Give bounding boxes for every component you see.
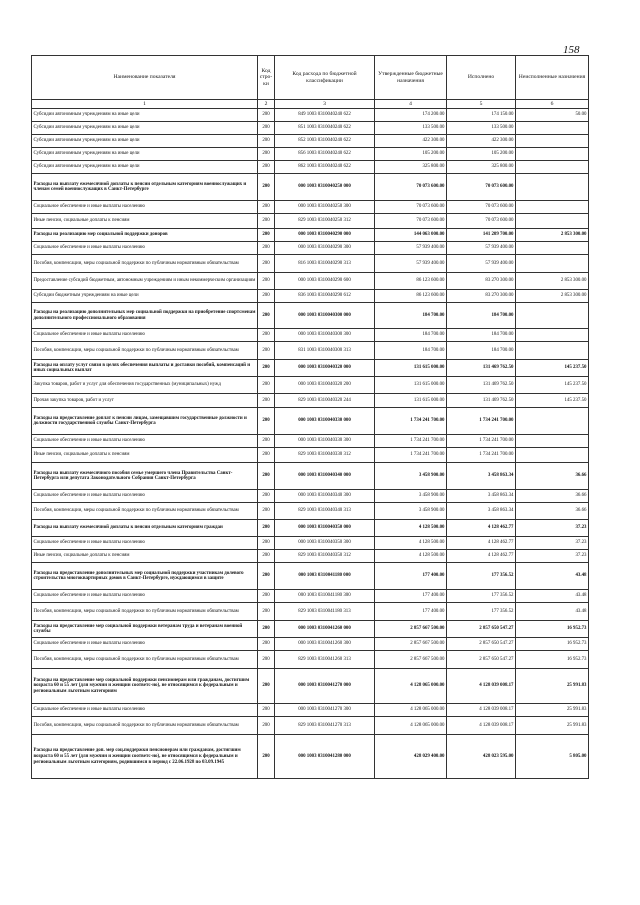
row-executed: 105 200.00 xyxy=(447,148,516,161)
row-name: Пособия, компенсации, меры социальной поддержки по публичным нормативным обязательствам xyxy=(32,717,258,735)
row-expense-code: 000 1003 0310040290 300 xyxy=(275,242,375,255)
row-name: Расходы на реализацию дополнительных мер социальной поддержки на приобретение спортсменам дополнительного профессионального образования xyxy=(32,303,258,329)
row-name: Субсидии автономным учреждениям на иные цели xyxy=(32,161,258,174)
row-name: Расходы на предоставление доплат к пенсии лицам, замещавшим государственные должности и должности государственной службы Санкт-Петербурга xyxy=(32,408,258,435)
row-line-code: 200 xyxy=(258,408,275,435)
row-executed: 325 800.00 xyxy=(447,161,516,174)
row-line-code: 200 xyxy=(258,377,275,394)
row-expense-code: 829 1003 0310040350 312 xyxy=(275,550,375,563)
table-row xyxy=(32,590,589,603)
row-remaining: 37.23 xyxy=(516,550,589,563)
row-name: Прочая закупка товаров, работ и услуг xyxy=(32,394,258,408)
row-remaining xyxy=(516,214,589,229)
column-number-row xyxy=(32,100,589,109)
row-expense-code: 856 1003 0310040240 622 xyxy=(275,148,375,161)
row-line-code: 200 xyxy=(258,255,275,273)
row-executed: 428 023 595.00 xyxy=(447,735,516,779)
table-row xyxy=(32,448,589,463)
row-executed: 184 700.00 xyxy=(447,329,516,342)
row-expense-code: 829 1003 0310040250 312 xyxy=(275,214,375,229)
row-approved: 144 063 000.00 xyxy=(375,229,447,242)
row-name: Пособия, компенсации, меры социальной поддержки по публичным нормативным обязательствам xyxy=(32,503,258,520)
row-line-code: 200 xyxy=(258,329,275,342)
row-name: Субсидии автономным учреждениям на иные цели xyxy=(32,148,258,161)
row-name: Расходы на предоставление мер социальной поддержки пенсионерам или гражданам, достигшим возраста 60 и 55 лет (для мужчин и женщин соответс-но), не относящимся к федеральным и региональным льготным категориям xyxy=(32,669,258,704)
row-approved: 4 128 065 000.00 xyxy=(375,717,447,735)
row-approved: 184 700.00 xyxy=(375,303,447,329)
row-approved: 57 939 400.00 xyxy=(375,242,447,255)
row-executed: 57 939 400.00 xyxy=(447,255,516,273)
row-remaining xyxy=(516,342,589,360)
row-approved: 1 734 241 700.00 xyxy=(375,435,447,448)
row-approved: 131 615 000.00 xyxy=(375,377,447,394)
row-expense-code: 829 1003 0310041270 313 xyxy=(275,717,375,735)
row-line-code: 200 xyxy=(258,503,275,520)
row-executed: 3 458 863.34 xyxy=(447,503,516,520)
row-name: Социальное обеспечение и иные выплаты населению xyxy=(32,242,258,255)
table-row xyxy=(32,394,589,408)
row-approved: 174 200.00 xyxy=(375,109,447,122)
row-expense-code: 000 1003 0310040330 000 xyxy=(275,408,375,435)
table-row xyxy=(32,563,589,590)
row-remaining xyxy=(516,255,589,273)
row-expense-code: 000 1003 0310040290 600 xyxy=(275,273,375,290)
row-line-code: 200 xyxy=(258,621,275,638)
table-row xyxy=(32,603,589,621)
row-remaining: 145 237.50 xyxy=(516,377,589,394)
row-remaining: 16 952.73 xyxy=(516,638,589,651)
row-approved: 70 073 600.00 xyxy=(375,174,447,201)
header-approved: Утвержденные бюджетные назначения xyxy=(375,56,447,100)
row-expense-code: 851 1003 0310040240 622 xyxy=(275,122,375,135)
row-expense-code: 000 1003 0310040350 300 xyxy=(275,537,375,550)
row-line-code: 200 xyxy=(258,704,275,717)
table-row xyxy=(32,109,589,122)
row-executed: 1 734 241 700.00 xyxy=(447,448,516,463)
row-executed: 177 356.52 xyxy=(447,603,516,621)
row-expense-code: 000 1003 0310040340 300 xyxy=(275,490,375,503)
row-remaining: 5 805.00 xyxy=(516,735,589,779)
row-executed: 184 700.00 xyxy=(447,342,516,360)
table-row xyxy=(32,229,589,242)
row-remaining: 50.00 xyxy=(516,109,589,122)
row-executed: 4 128 462.77 xyxy=(447,537,516,550)
row-name: Расходы на предоставление мер социальной поддержки ветеранам труда и ветеранам военной службы xyxy=(32,621,258,638)
row-name: Социальное обеспечение и иные выплаты населению xyxy=(32,638,258,651)
row-remaining xyxy=(516,135,589,148)
row-expense-code: 000 1003 0310040250 300 xyxy=(275,201,375,214)
row-approved: 86 123 600.00 xyxy=(375,273,447,290)
row-remaining: 37.23 xyxy=(516,537,589,550)
row-remaining: 25 991.83 xyxy=(516,717,589,735)
row-executed: 83 270 300.00 xyxy=(447,290,516,303)
row-line-code: 200 xyxy=(258,651,275,669)
row-approved: 3 458 900.00 xyxy=(375,463,447,490)
row-line-code: 200 xyxy=(258,201,275,214)
row-expense-code: 829 1003 0310040320 244 xyxy=(275,394,375,408)
row-executed: 184 700.00 xyxy=(447,303,516,329)
row-expense-code: 000 1003 0310040300 300 xyxy=(275,329,375,342)
row-approved: 4 128 065 000.00 xyxy=(375,669,447,704)
row-line-code: 200 xyxy=(258,448,275,463)
row-executed: 2 857 650 547.27 xyxy=(447,621,516,638)
row-name: Социальное обеспечение и иные выплаты населению xyxy=(32,590,258,603)
row-line-code: 200 xyxy=(258,638,275,651)
row-executed: 4 128 039 008.17 xyxy=(447,717,516,735)
row-executed: 3 458 863.34 xyxy=(447,490,516,503)
table-row xyxy=(32,161,589,174)
table-row xyxy=(32,255,589,273)
row-remaining: 36.66 xyxy=(516,503,589,520)
table-row xyxy=(32,342,589,360)
row-line-code: 200 xyxy=(258,122,275,135)
table-row xyxy=(32,621,589,638)
row-executed: 177 356.52 xyxy=(447,563,516,590)
row-line-code: 200 xyxy=(258,394,275,408)
header-row xyxy=(32,56,589,100)
row-expense-code: 000 1003 0310040300 000 xyxy=(275,303,375,329)
table-row xyxy=(32,717,589,735)
row-remaining xyxy=(516,303,589,329)
row-expense-code: 000 1003 0310041260 000 xyxy=(275,621,375,638)
row-approved: 4 128 500.00 xyxy=(375,537,447,550)
row-executed: 70 073 600.00 xyxy=(447,201,516,214)
row-remaining xyxy=(516,148,589,161)
row-line-code: 200 xyxy=(258,490,275,503)
table-row xyxy=(32,360,589,377)
row-executed: 83 270 300.00 xyxy=(447,273,516,290)
row-name: Закупка товаров, работ и услуг для обеспечения государственных (муниципальных) нужд xyxy=(32,377,258,394)
row-name: Расходы на выплату ежемесячной доплаты к пенсии отдельным категориям военнослужащих и членам семей военнослужащих в Санкт-Петербурге xyxy=(32,174,258,201)
row-line-code: 200 xyxy=(258,214,275,229)
row-executed: 4 128 039 008.17 xyxy=(447,704,516,717)
row-executed: 2 857 650 547.27 xyxy=(447,651,516,669)
row-executed: 4 128 039 008.17 xyxy=(447,669,516,704)
row-executed: 1 734 241 700.00 xyxy=(447,435,516,448)
row-line-code: 200 xyxy=(258,290,275,303)
row-approved: 2 857 667 500.00 xyxy=(375,621,447,638)
row-line-code: 200 xyxy=(258,669,275,704)
row-remaining: 36.66 xyxy=(516,463,589,490)
row-expense-code: 829 1003 0310040340 313 xyxy=(275,503,375,520)
row-executed: 70 073 600.00 xyxy=(447,174,516,201)
row-expense-code: 862 1003 0310040240 622 xyxy=(275,161,375,174)
row-line-code: 200 xyxy=(258,174,275,201)
column-number: 4 xyxy=(375,100,447,109)
row-remaining xyxy=(516,122,589,135)
row-approved: 184 700.00 xyxy=(375,342,447,360)
row-name: Расходы на выплату ежемесячного пособия семье умершего члена Правительства Санкт-Петербурга или депутата Законодательного Собрания Санкт-Петербурга xyxy=(32,463,258,490)
row-expense-code: 000 1003 0310041280 000 xyxy=(275,735,375,779)
row-expense-code: 831 1003 0310040300 313 xyxy=(275,342,375,360)
row-line-code: 200 xyxy=(258,550,275,563)
row-approved: 1 734 241 700.00 xyxy=(375,448,447,463)
row-remaining xyxy=(516,161,589,174)
header-name: Наименование показателя xyxy=(32,56,258,100)
row-remaining: 2 853 300.00 xyxy=(516,229,589,242)
row-remaining xyxy=(516,201,589,214)
row-executed: 177 356.52 xyxy=(447,590,516,603)
row-executed: 131 469 762.50 xyxy=(447,360,516,377)
row-remaining xyxy=(516,329,589,342)
row-name: Субсидии автономным учреждениям на иные цели xyxy=(32,109,258,122)
row-remaining: 145 237.50 xyxy=(516,394,589,408)
row-executed: 141 209 700.00 xyxy=(447,229,516,242)
column-number: 1 xyxy=(32,100,258,109)
row-approved: 86 123 600.00 xyxy=(375,290,447,303)
row-remaining: 16 952.73 xyxy=(516,621,589,638)
row-executed: 131 469 762.50 xyxy=(447,394,516,408)
row-name: Социальное обеспечение и иные выплаты населению xyxy=(32,329,258,342)
row-name: Пособия, компенсации, меры социальной поддержки по публичным нормативным обязательствам xyxy=(32,342,258,360)
row-name: Расходы на предоставление дополнительных мер социальной поддержки участникам долевого строительства многоквартирных домов в Санкт-Петербурге, нуждающимся в защите xyxy=(32,563,258,590)
table-row xyxy=(32,174,589,201)
table-row xyxy=(32,377,589,394)
row-name: Социальное обеспечение и иные выплаты населению xyxy=(32,201,258,214)
row-name: Социальное обеспечение и иные выплаты населению xyxy=(32,537,258,550)
row-expense-code: 000 1003 0310041270 000 xyxy=(275,669,375,704)
table-row xyxy=(32,148,589,161)
column-number: 3 xyxy=(275,100,375,109)
row-line-code: 200 xyxy=(258,342,275,360)
row-expense-code: 000 1003 0310040250 000 xyxy=(275,174,375,201)
row-approved: 177 400.00 xyxy=(375,603,447,621)
row-line-code: 200 xyxy=(258,242,275,255)
row-approved: 133 500.00 xyxy=(375,122,447,135)
row-line-code: 200 xyxy=(258,303,275,329)
row-approved: 2 857 667 500.00 xyxy=(375,651,447,669)
row-expense-code: 000 1003 0310041180 000 xyxy=(275,563,375,590)
row-name: Субсидии автономным учреждениям на иные цели xyxy=(32,122,258,135)
row-expense-code: 000 1003 0310041180 300 xyxy=(275,590,375,603)
table-row xyxy=(32,290,589,303)
row-expense-code: 000 1003 0310041260 300 xyxy=(275,638,375,651)
row-approved: 1 734 241 700.00 xyxy=(375,408,447,435)
row-name: Социальное обеспечение и иные выплаты населению xyxy=(32,490,258,503)
row-name: Расходы на выплату ежемесячной доплаты к пенсии отдельным категориям граждан xyxy=(32,520,258,537)
row-line-code: 200 xyxy=(258,229,275,242)
row-approved: 3 458 900.00 xyxy=(375,503,447,520)
row-approved: 4 128 500.00 xyxy=(375,550,447,563)
row-line-code: 200 xyxy=(258,435,275,448)
row-remaining: 43.48 xyxy=(516,603,589,621)
row-approved: 177 400.00 xyxy=(375,590,447,603)
table-row xyxy=(32,273,589,290)
table-row xyxy=(32,463,589,490)
row-executed: 422 300.00 xyxy=(447,135,516,148)
row-approved: 2 857 667 500.00 xyxy=(375,638,447,651)
row-executed: 3 458 863.34 xyxy=(447,463,516,490)
row-approved: 184 700.00 xyxy=(375,329,447,342)
row-line-code: 200 xyxy=(258,135,275,148)
row-name: Пособия, компенсации, меры социальной поддержки по публичным нормативным обязательствам xyxy=(32,255,258,273)
row-expense-code: 000 1003 0310040340 000 xyxy=(275,463,375,490)
row-remaining xyxy=(516,408,589,435)
row-executed: 131 469 762.50 xyxy=(447,377,516,394)
column-number: 5 xyxy=(447,100,516,109)
row-remaining xyxy=(516,242,589,255)
row-approved: 422 300.00 xyxy=(375,135,447,148)
row-approved: 4 128 065 000.00 xyxy=(375,704,447,717)
row-expense-code: 000 1003 0310040320 200 xyxy=(275,377,375,394)
row-remaining: 16 952.73 xyxy=(516,651,589,669)
row-expense-code: 829 1003 0310041260 313 xyxy=(275,651,375,669)
table-row xyxy=(32,651,589,669)
table-row xyxy=(32,490,589,503)
row-line-code: 200 xyxy=(258,563,275,590)
row-name: Расходы на реализацию мер социальной поддержки доноров xyxy=(32,229,258,242)
table-row xyxy=(32,537,589,550)
row-line-code: 200 xyxy=(258,109,275,122)
column-number: 2 xyxy=(258,100,275,109)
row-line-code: 200 xyxy=(258,590,275,603)
row-expense-code: 829 1003 0310040330 312 xyxy=(275,448,375,463)
header-code: Код стро-ки xyxy=(258,56,275,100)
column-number: 6 xyxy=(516,100,589,109)
table-row xyxy=(32,435,589,448)
row-expense-code: 836 1003 0310040290 612 xyxy=(275,290,375,303)
row-line-code: 200 xyxy=(258,360,275,377)
row-remaining: 25 991.83 xyxy=(516,704,589,717)
row-line-code: 200 xyxy=(258,537,275,550)
table-row xyxy=(32,704,589,717)
row-remaining xyxy=(516,448,589,463)
table-row xyxy=(32,638,589,651)
row-name: Расходы на предоставление доп. мер соц.поддержки пенсионерам или гражданам, достигшим возраста 60 и 55 лет (для мужчин и женщин соответс-но), не относящимся к федеральным и региональным льготным категориям, родившимся в период с 22.06.1928 по 03.09.1945 xyxy=(32,735,258,779)
row-executed: 4 128 462.77 xyxy=(447,520,516,537)
row-approved: 3 458 900.00 xyxy=(375,490,447,503)
row-name: Социальное обеспечение и иные выплаты населению xyxy=(32,704,258,717)
row-expense-code: 849 1003 0310040240 622 xyxy=(275,109,375,122)
row-line-code: 200 xyxy=(258,717,275,735)
table-row xyxy=(32,201,589,214)
table-row xyxy=(32,669,589,704)
row-name: Расходы на оплату услуг связи в целях обеспечения выплаты и доставки пособий, компенсаций и иных социальных выплат xyxy=(32,360,258,377)
row-remaining: 36.66 xyxy=(516,490,589,503)
row-line-code: 200 xyxy=(258,148,275,161)
row-remaining: 37.23 xyxy=(516,520,589,537)
row-expense-code: 000 1003 0310040330 300 xyxy=(275,435,375,448)
row-name: Субсидии автономным учреждениям на иные цели xyxy=(32,135,258,148)
table-row xyxy=(32,214,589,229)
row-name: Пособия, компенсации, меры социальной поддержки по публичным нормативным обязательствам xyxy=(32,651,258,669)
row-line-code: 200 xyxy=(258,161,275,174)
row-line-code: 200 xyxy=(258,273,275,290)
row-name: Субсидии бюджетным учреждениям на иные цели xyxy=(32,290,258,303)
row-expense-code: 000 1003 0310040320 000 xyxy=(275,360,375,377)
row-approved: 70 073 600.00 xyxy=(375,201,447,214)
row-executed: 57 939 400.00 xyxy=(447,242,516,255)
header-executed: Исполнено xyxy=(447,56,516,100)
row-executed: 2 857 650 547.27 xyxy=(447,638,516,651)
row-approved: 131 615 000.00 xyxy=(375,394,447,408)
row-remaining: 43.48 xyxy=(516,590,589,603)
row-executed: 133 500.00 xyxy=(447,122,516,135)
table-row xyxy=(32,329,589,342)
row-expense-code: 852 1003 0310040240 622 xyxy=(275,135,375,148)
budget-execution-table xyxy=(31,55,589,779)
row-name: Иные пенсии, социальные доплаты к пенсиям xyxy=(32,214,258,229)
row-line-code: 200 xyxy=(258,463,275,490)
row-line-code: 200 xyxy=(258,735,275,779)
row-line-code: 200 xyxy=(258,603,275,621)
row-expense-code: 829 1003 0310041180 313 xyxy=(275,603,375,621)
row-executed: 1 734 241 700.00 xyxy=(447,408,516,435)
row-expense-code: 816 1003 0310040290 313 xyxy=(275,255,375,273)
table-row xyxy=(32,408,589,435)
table-row xyxy=(32,122,589,135)
row-name: Иные пенсии, социальные доплаты к пенсиям xyxy=(32,550,258,563)
row-approved: 131 615 000.00 xyxy=(375,360,447,377)
table-row xyxy=(32,303,589,329)
row-name: Иные пенсии, социальные доплаты к пенсиям xyxy=(32,448,258,463)
row-approved: 4 128 500.00 xyxy=(375,520,447,537)
row-remaining xyxy=(516,174,589,201)
row-approved: 177 400.00 xyxy=(375,563,447,590)
row-remaining: 43.48 xyxy=(516,563,589,590)
row-expense-code: 000 1003 0310040290 000 xyxy=(275,229,375,242)
header-remaining: Неисполненные назначения xyxy=(516,56,589,100)
row-expense-code: 000 1003 0310041270 300 xyxy=(275,704,375,717)
row-remaining: 2 853 300.00 xyxy=(516,273,589,290)
row-executed: 4 128 462.77 xyxy=(447,550,516,563)
row-expense-code: 000 1003 0310040350 000 xyxy=(275,520,375,537)
table-row xyxy=(32,242,589,255)
header-kbk: Код расхода по бюджетной классификации xyxy=(275,56,375,100)
row-line-code: 200 xyxy=(258,520,275,537)
row-name: Социальное обеспечение и иные выплаты населению xyxy=(32,435,258,448)
page-number: 158 xyxy=(563,44,580,56)
row-executed: 174 150.00 xyxy=(447,109,516,122)
table-row xyxy=(32,735,589,779)
table-row xyxy=(32,135,589,148)
row-approved: 70 073 600.00 xyxy=(375,214,447,229)
row-approved: 105 200.00 xyxy=(375,148,447,161)
row-remaining xyxy=(516,435,589,448)
row-name: Пособия, компенсации, меры социальной поддержки по публичным нормативным обязательствам xyxy=(32,603,258,621)
row-remaining: 25 991.83 xyxy=(516,669,589,704)
row-executed: 70 073 600.00 xyxy=(447,214,516,229)
row-remaining: 2 853 300.00 xyxy=(516,290,589,303)
table-row xyxy=(32,503,589,520)
row-approved: 428 029 400.00 xyxy=(375,735,447,779)
row-approved: 57 939 400.00 xyxy=(375,255,447,273)
row-remaining: 145 237.50 xyxy=(516,360,589,377)
table-row xyxy=(32,550,589,563)
table-row xyxy=(32,520,589,537)
row-name: Предоставление субсидий бюджетным, автономным учреждениям и иным некоммерческим организациям xyxy=(32,273,258,290)
row-approved: 325 800.00 xyxy=(375,161,447,174)
